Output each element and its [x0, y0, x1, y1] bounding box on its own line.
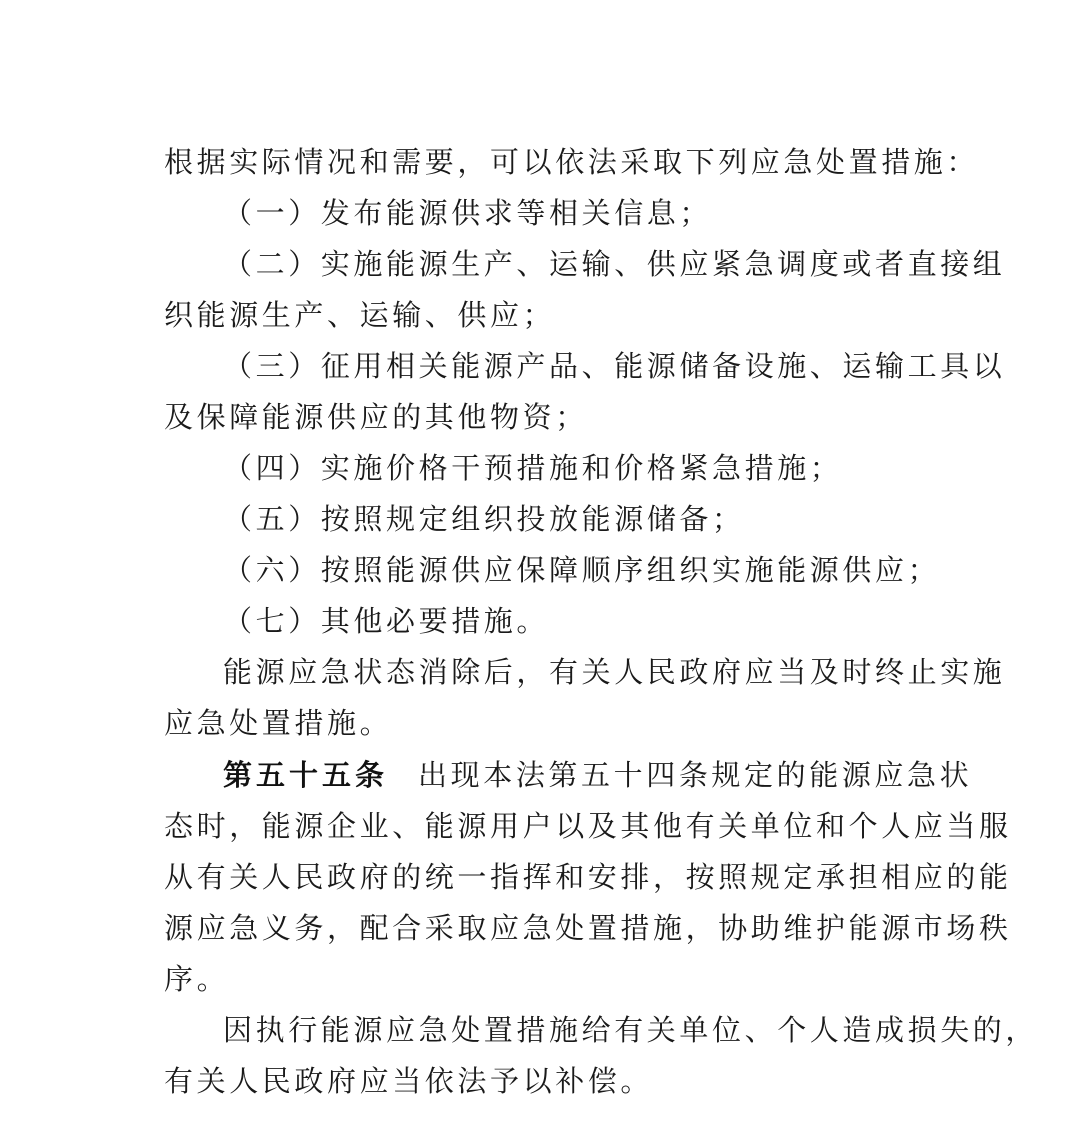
article-text: 出现本法第五十四条规定的能源应急状	[418, 758, 973, 792]
text-line: 源应急义务，配合采取应急处置措施，协助维护能源市场秩	[164, 911, 1012, 945]
text-line: 从有关人民政府的统一指挥和安排，按照规定承担相应的能	[164, 860, 1012, 894]
text-line: 态时，能源企业、能源用户以及其他有关单位和个人应当服	[164, 809, 1012, 843]
list-item-5: （五）按照规定组织投放能源储备；	[223, 502, 745, 536]
list-item-7: （七）其他必要措施。	[223, 604, 550, 638]
text-line: 应急处置措施。	[164, 706, 393, 740]
text-line: 序。	[164, 962, 230, 996]
list-item-1: （一）发布能源供求等相关信息；	[223, 196, 713, 230]
list-item-2: （二）实施能源生产、运输、供应紧急调度或者直接组	[223, 247, 1006, 281]
article-first-line	[223, 755, 983, 795]
paragraph-line: 能源应急状态消除后，有关人民政府应当及时终止实施	[223, 655, 1006, 689]
text-line: 及保障能源供应的其他物资；	[164, 400, 588, 434]
text-line: 有关人民政府应当依法予以补偿。	[164, 1064, 654, 1098]
list-item-6: （六）按照能源供应保障顺序组织实施能源供应；	[223, 553, 941, 587]
text-line: 根据实际情况和需要，可以依法采取下列应急处置措施：	[164, 145, 980, 179]
paragraph-line: 因执行能源应急处置措施给有关单位、个人造成损失的，	[223, 1013, 1039, 1047]
list-item-4: （四）实施价格干预措施和价格紧急措施；	[223, 451, 843, 485]
text-line: 织能源生产、运输、供应；	[164, 298, 556, 332]
article-heading: 第五十五条	[223, 758, 389, 792]
list-item-3: （三）征用相关能源产品、能源储备设施、运输工具以	[223, 349, 1006, 383]
